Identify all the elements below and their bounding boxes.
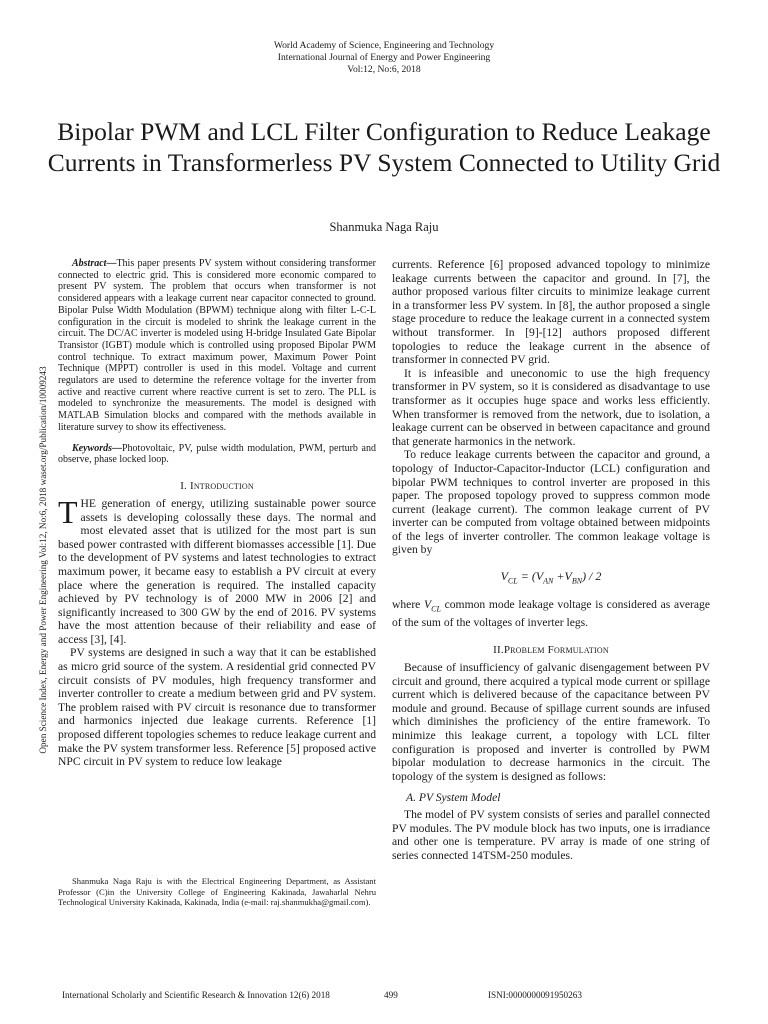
where-text: common mode leakage voltage is considered as average of the sum of the voltages of inverter legs. xyxy=(392,598,710,630)
right-column xyxy=(392,258,710,863)
keywords-dash: — xyxy=(112,442,122,454)
right-paragraph-5: The model of PV system consists of series and parallel connected PV modules. The PV module block has two inputs, one is irradiance and other one is temperature. PV array is made of one string of series connected 14TSM-250 modules. xyxy=(392,808,710,863)
eq-cl: CL xyxy=(507,576,518,586)
intro-paragraph-1-text: HE generation of energy, utilizing sustainable power source assets is developing colossally these days. The normal and most elevated asset that is utilized for the most part is sun based power contrasted with different biomasses accessible [1]. Due to the development of PV systems and latest technologies to extract maximum power, it became easy to establish a PV circuit at every place where the generation is required. The installed capacity achieved by PV technology is of 2000 MW in 2006 [2] and significantly increased to 300 GW by the end of 2016. PV systems have the most attention because of their reliability and ease of access [3], [4]. xyxy=(58,496,376,646)
paper-title: Bipolar PWM and LCL Filter Configuration to Reduce Leakage Currents in Transformerless PV System Connected to Utility Grid xyxy=(47,117,721,177)
abstract xyxy=(58,258,376,434)
eq-an: AN xyxy=(543,576,554,586)
sidebar-citation xyxy=(36,270,50,850)
where-prefix: where xyxy=(392,598,425,612)
right-paragraph-1: currents. Reference [6] proposed advanced topology to minimize leakage currents between the capacitor and ground. In [7], the author proposed various filter circuits to minimize leakage current in a transformer less PV system. In [8], the author proposed a single stage procedure to reduce the leakage current in a connected system without transformer. In [9]-[12] authors proposed different topologies to reduce the leakage current in the absence of transformer in connected PV grid. xyxy=(392,258,710,367)
sidebar-text: Open Science Index, Energy and Power Engineering Vol:12, No:6, 2018 waset.org/Publication/10009243 xyxy=(38,366,48,754)
where-paragraph xyxy=(392,598,710,630)
abstract-label: Abstract xyxy=(72,258,107,269)
section-2-title: Problem Formulation xyxy=(503,643,609,656)
abstract-dash: — xyxy=(106,258,117,269)
footer-page-number: 499 xyxy=(384,990,398,1000)
section-heading-problem-formulation xyxy=(392,644,710,656)
author-footnote: Shanmuka Naga Raju is with the Electrical Engineering Department, as Assistant Professor (C)in the University College of Engineering Kakinada, Jawaharlal Nehru Technological University Kakinada, Kakinada, India (e-mail: raj.shanmukha@gmail.com). xyxy=(58,876,376,908)
subsection-heading-pv-system-model: A. PV System Model xyxy=(406,791,501,805)
right-paragraph-2: It is infeasible and uneconomic to use the high frequency transformer in PV system, so it is considered as disadvantage to use transformer as it occupies huge space and works less efficiently. When transformer is removed from the network, due to isolation, a leakage current can be observed in between capacitance and ground that generate harmonics in the network. xyxy=(392,366,710,448)
eq-v: V xyxy=(500,569,508,584)
eq-bn: BN xyxy=(571,576,583,586)
section-1-number: I. xyxy=(180,479,188,492)
eq-mid: = (V xyxy=(517,569,544,584)
intro-paragraph-2: PV systems are designed in such a way that it can be established as micro grid source of the system. A residential grid connected PV circuit consists of PV modules, high frequency transformer and inverter controller to create a medium between grid and PV system. The problem raised with PV circuit is resonance due to transformer and harmonics injected due leakage currents. Reference [1] proposed different topologies schemes to reduce leakage current and make the PV system transformer less. Reference [5] proposed active NPC circuit in PV system to reduce low leakage xyxy=(58,646,376,769)
where-v: V xyxy=(424,598,432,612)
author-name: Shanmuka Naga Raju xyxy=(329,220,439,234)
where-cl: CL xyxy=(431,604,441,614)
footer-isni: ISNI:0000000091950263 xyxy=(488,990,582,1000)
right-paragraph-4: Because of insufficiency of galvanic disengagement between PV circuit and ground, there acquired a typical mode current or spillage current which is delivered because of the capacitance between PV module and ground. Because of spillage current sounds are infused which diminishes the proficiency of the entire framework. To minimize this leakage current, a topology with LCL filter configuration is proposed and inverter is controlled by PWM bipolar modulation to decrease harmonics in the circuit. The topology of the system is designed as follows: xyxy=(392,660,710,783)
eq-end: ) / 2 xyxy=(582,569,602,584)
header-line-2: International Journal of Energy and Power Engineering xyxy=(277,52,491,63)
eq-plus: +V xyxy=(553,569,572,584)
section-heading-introduction xyxy=(58,480,376,492)
right-paragraph-3: To reduce leakage currents between the capacitor and ground, a topology of Inductor-Capacitor-Inductor (LCL) configuration and bipolar PWM techniques to control inverter are proposed in this paper. The proposed topology proved to suppress common mode current (leakage current). The common leakage current of PV inverter can be computed from voltage obtained between midpoints of the legs of inverter controller. The common leakage voltage is given by xyxy=(392,448,710,557)
drop-cap: T xyxy=(58,493,78,530)
footer-publisher: International Scholarly and Scientific Research & Innovation 12(6) 2018 xyxy=(62,990,330,1000)
left-column xyxy=(58,258,376,769)
keywords-text: Photovoltaic, PV, pulse width modulation, PWM, perturb and observe, phase locked loop. xyxy=(58,442,376,466)
header-line-1: World Academy of Science, Engineering and Technology xyxy=(273,40,495,51)
header-line-3: Vol:12, No:6, 2018 xyxy=(347,64,421,75)
keywords-label: Keywords xyxy=(72,442,112,454)
intro-paragraph-1 xyxy=(58,493,376,647)
section-1-title: Introduction xyxy=(189,479,254,492)
equation-common-mode-voltage xyxy=(392,569,710,585)
abstract-text: This paper presents PV system without considering transformer connected to electric grid. This is considered more economic compared to present PV system. The problem that occurs when transformer is not considered appears with a leakage current near capacitor connected to ground. Bipolar Pulse Width Modulation (BPWM) technique along with filter L-C-L configuration in the circuit is modeled to shrink the leakage current in the circuit. The DC/AC inverter is modeled using H-bridge Insulated Gate Bipolar Transistor (IGBT) module which is controlled using proposed Bipolar PWM control technique. To extract maximum power, Maximum Power Point Technique (MPPT) controller is used in this model. Voltage and current regulators are used to determine the reference voltage for the inverter from active and reactive current where reactive current is set to zero. The PLL is modeled to synchronize the measurements. The model is designed with MATLAB Simulation blocks and compared with the methods available in literature survey to show its effectiveness. xyxy=(58,258,376,433)
keywords xyxy=(58,443,376,466)
section-2-number: II. xyxy=(493,643,504,656)
journal-header xyxy=(0,40,768,76)
